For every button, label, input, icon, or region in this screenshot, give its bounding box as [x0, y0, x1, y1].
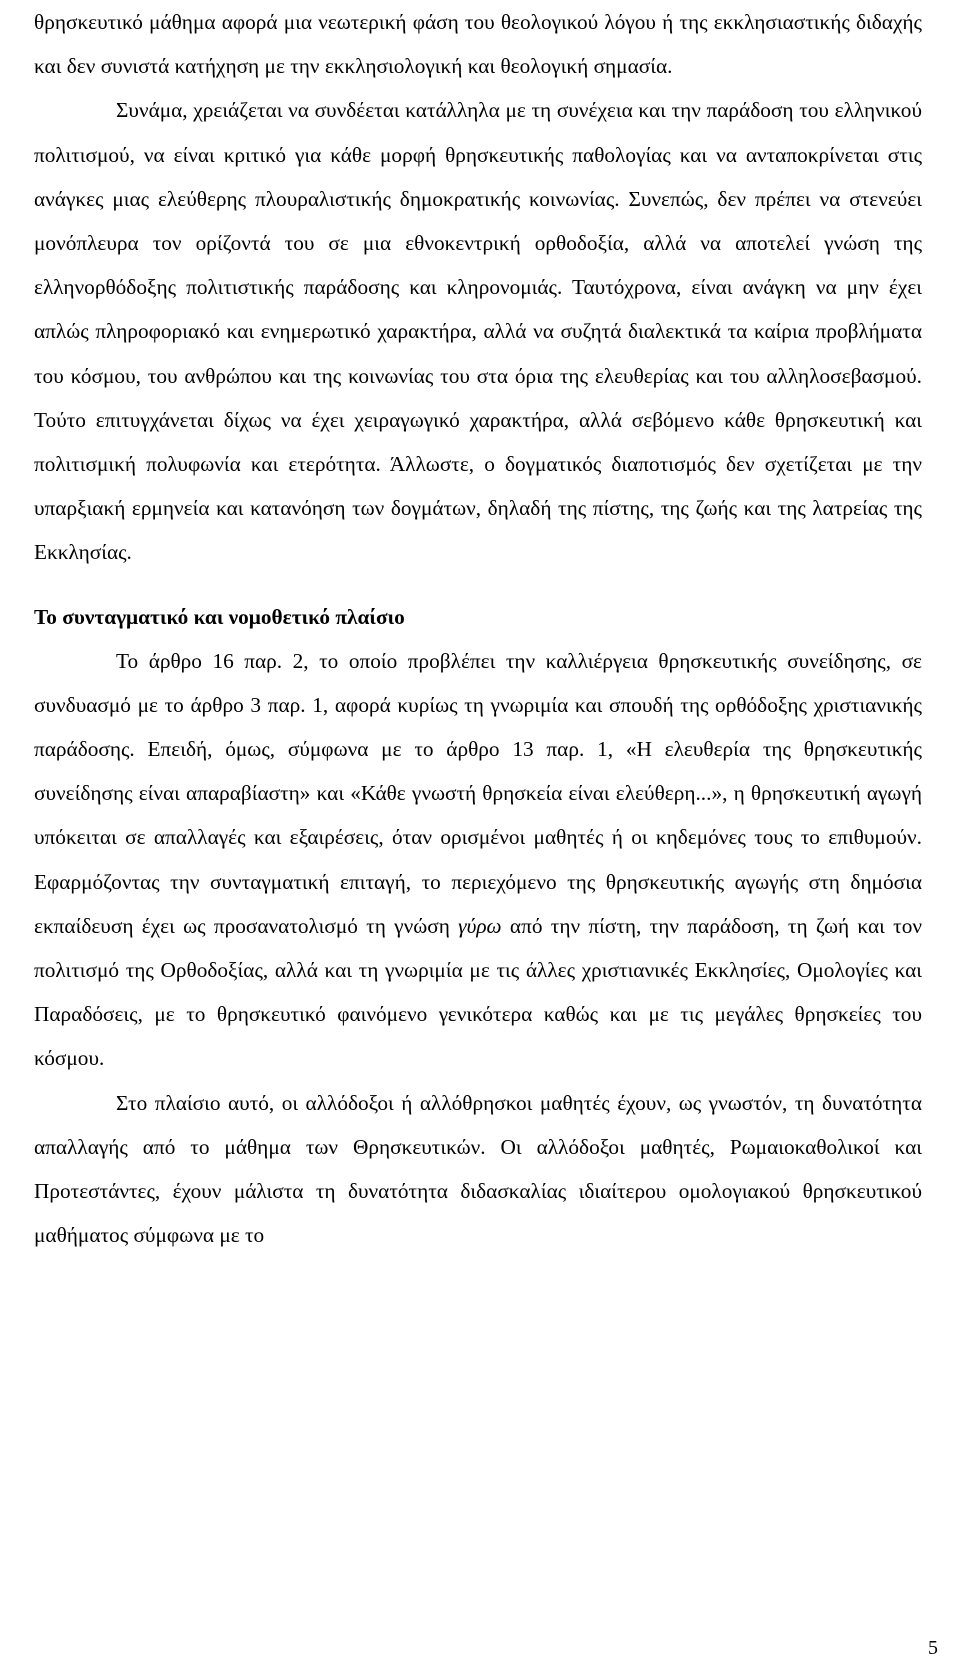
- paragraph-religious-education: Συνάμα, χρειάζεται να συνδέεται κατάλληλα με τη συνέχεια και την παράδοση του ελληνικού πολιτισμού, να είναι κριτικό για κάθε μορφή θρησκευτικής παθολογίας και να ανταποκρίνεται στις ανάγκες μιας ελεύθερης πλουραλιστικής δημοκρατικής κοινωνίας. Συνεπώς, δεν πρέπει να στενεύει μονόπλευρα τον ορίζοντά του σε μια εθνοκεντρική ορθοδοξία, αλλά να αποτελεί γνώση της ελληνορθόδοξης πολιτιστικής παράδοσης και κληρονομιάς. Ταυτόχρονα, είναι ανάγκη να μην έχει απλώς πληροφοριακό και ενημερωτικό χαρακτήρα, αλλά να συζητά διαλεκτικά τα καίρια προβλήματα του κόσμου, του ανθρώπου και της κοινωνίας του στα όρια της ελευθερίας και του αλληλοσεβασμού. Τούτο επιτυγχάνεται δίχως να έχει χειραγωγικό χαρακτήρα, αλλά σεβόμενο κάθε θρησκευτική και πολιτισμική πολυφωνία και ετερότητα. Άλλωστε, ο δογματικός διαποτισμός δεν σχετίζεται με την υπαρξιακή ερμηνεία και κατανόηση των δογμάτων, δηλαδή της πίστης, της ζωής και της λατρείας της Εκκλησίας.: [34, 98, 922, 565]
- paragraph-exemptions: Στο πλαίσιο αυτό, οι αλλόδοξοι ή αλλόθρησκοι μαθητές έχουν, ως γνωστόν, τη δυνατότητα απαλλαγής από το μάθημα των Θρησκευτικών. Οι αλλόδοξοι μαθητές, Ρωμαιοκαθολικοί και Προτεστάντες, έχουν μάλιστα τη δυνατότητα διδασκαλίας ιδιαίτερου ομολογιακού θρησκευτικού μαθήματος σύμφωνα με το: [34, 1090, 922, 1248]
- document-page: [34, 0, 922, 1257]
- paragraph-constitutional-framework: [34, 639, 922, 1081]
- section-heading: Το συνταγματικό και νομοθετικό πλαίσιο: [34, 604, 405, 629]
- paragraph-text-part: Το άρθρο 16 παρ. 2, το οποίο προβλέπει την καλλιέργεια θρησκευτικής συνείδησης, σε συνδυασμό με το άρθρο 3 παρ. 1, αφορά κυρίως τη γνωριμία και σπουδή της ορθόδοξης χριστιανικής παράδοσης. Επειδή, όμως, σύμφωνα με το άρθρο 13 παρ. 1, «Η ελευθερία της θρησκευτικής συνείδησης είναι απαραβίαστη» και «Κάθε γνωστή θρησκεία είναι ελεύθερη...», η θρησκευτική αγωγή υπόκειται σε απαλλαγές και εξαιρέσεις, όταν ορισμένοι μαθητές ή οι κηδεμόνες τους το επιθυμούν. Εφαρμόζοντας την συνταγματική επιταγή, το περιεχόμενο της θρησκευτικής αγωγής στη δημόσια εκπαίδευση έχει ως προσανατολισμό τη γνώση: [34, 648, 922, 938]
- italic-emphasis: γύρω: [458, 913, 502, 938]
- paragraph-continuation: θρησκευτικό μάθημα αφορά μια νεωτερική φάση του θεολογικού λόγου ή της εκκλησιαστικής διδαχής και δεν συνιστά κατήχηση με την εκκλησιολογική και θεολογική σημασία.: [34, 10, 922, 79]
- page-number: 5: [928, 1637, 938, 1659]
- paragraph-text-part: από την πίστη, την παράδοση, τη ζωή και τον πολιτισμό της Ορθοδοξίας, αλλά και τη γνωριμία με τις άλλες χριστιανικές Εκκλησίες, Ομολογίες και Παραδόσεις, με το θρησκευτικό φαινόμενο γενικότερα καθώς και με τις μεγάλες θρησκείες του κόσμου.: [34, 913, 923, 1071]
